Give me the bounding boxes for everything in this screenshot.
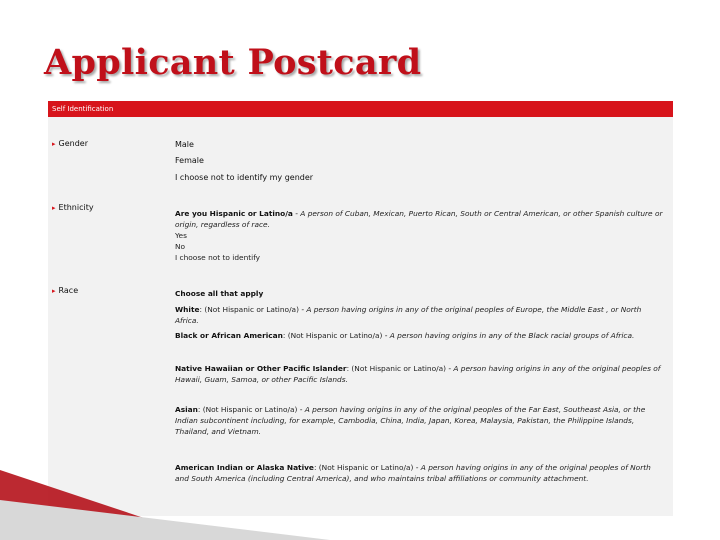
self-identification-form: [48, 101, 673, 516]
race-name-asian: Asian: [175, 405, 198, 414]
race-qualifier: : (Not Hispanic or Latino/a): [199, 305, 299, 314]
race-definition: - A person having origins in any of the original peoples of the Far East, Southeast Asia, or the Indian subcontinent including, for example, Cambodia, China, India, Japan, Korea, Malaysia, Pakistan, the Philippine Islands, Thailand, and Vietnam.: [175, 405, 646, 436]
ethnicity-label-text: Ethnicity: [58, 203, 94, 212]
gender-option-male[interactable]: Male: [175, 140, 194, 149]
race-option-pacific-islander[interactable]: [175, 363, 665, 385]
ethnicity-option-yes[interactable]: Yes: [175, 231, 187, 240]
gender-option-female[interactable]: Female: [175, 156, 204, 165]
race-qualifier: : (Not Hispanic or Latino/a): [313, 463, 414, 472]
race-name-american-indian: American Indian or Alaska Native: [175, 463, 314, 472]
gender-option-decline[interactable]: I choose not to identify my gender: [175, 173, 314, 182]
ethnicity-label: [52, 203, 94, 212]
race-instruction-text: Choose all that apply: [175, 289, 264, 298]
race-name-pacific-islander: Native Hawaiian or Other Pacific Islander: [175, 364, 347, 373]
slide-title: Applicant Postcard: [44, 42, 422, 83]
ethnicity-options: [175, 230, 665, 263]
race-qualifier: : (Not Hispanic or Latino/a): [282, 331, 383, 340]
gender-label: [52, 139, 88, 148]
bullet-icon: ▸: [52, 204, 56, 212]
race-name-black: Black or African American: [175, 331, 283, 340]
race-instruction: [175, 288, 665, 299]
race-definition: - A person having origins in any of the original peoples of Europe, the Middle East , or North Africa.: [175, 305, 642, 325]
race-qualifier: : (Not Hispanic or Latino/a): [197, 405, 298, 414]
race-qualifier: : (Not Hispanic or Latino/a): [346, 364, 447, 373]
race-option-asian[interactable]: [175, 404, 665, 437]
ethnicity-question: [175, 208, 665, 230]
bullet-icon: ▸: [52, 140, 56, 148]
race-option-american-indian[interactable]: [175, 462, 665, 484]
section-header: Self Identification: [48, 101, 673, 117]
race-definition: - A person having origins in any of the original peoples of Hawaii, Guam, Samoa, or other Pacific Islands.: [175, 364, 661, 384]
race-option-white[interactable]: [175, 304, 665, 326]
decorative-gray-triangle: [0, 500, 330, 540]
ethnicity-option-no[interactable]: No: [175, 242, 186, 251]
bullet-icon: ▸: [52, 287, 56, 295]
race-definition: - A person having origins in any of the original peoples of North and South America (including Central America), and who maintains tribal affiliations or community attachment.: [175, 463, 651, 483]
ethnicity-option-decline[interactable]: I choose not to identify: [175, 253, 261, 262]
race-name-white: White: [175, 305, 200, 314]
ethnicity-definition: - A person of Cuban, Mexican, Puerto Rican, South or Central American, or other Spanish culture or origin, regardless of race.: [175, 209, 663, 229]
race-label-text: Race: [58, 286, 79, 295]
race-label: [52, 286, 78, 295]
gender-label-text: Gender: [58, 139, 88, 148]
ethnicity-question-label: Are you Hispanic or Latino/a: [175, 209, 293, 218]
race-definition: - A person having origins in any of the Black racial groups of Africa.: [382, 331, 635, 340]
race-option-black[interactable]: [175, 330, 665, 341]
